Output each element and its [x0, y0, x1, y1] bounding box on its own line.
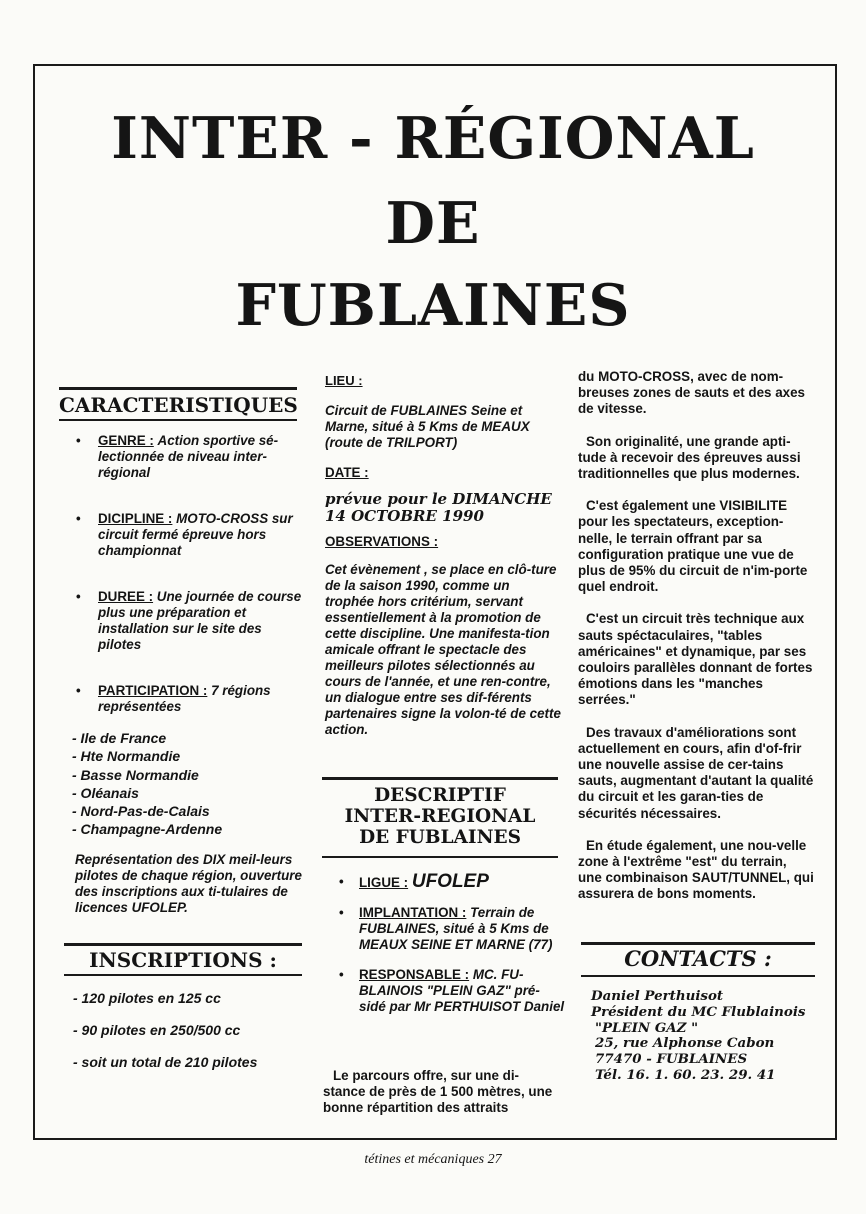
bullet-dot: •	[339, 967, 344, 982]
bullet-dot: •	[339, 874, 344, 889]
right-paragraph: En étude également, une nou-velle zone à l'extrême "est" du terrain, une combinaison SAUT/TUNNEL, qui assurera de bons moments.	[578, 837, 814, 902]
participation-item	[62, 683, 302, 715]
contacts-rule-top	[581, 942, 815, 945]
caracteristiques-rule-bottom	[59, 419, 297, 421]
duree-text: Une journée de course plus une préparation et installation sur le site des pilotes	[98, 589, 302, 652]
contact-address: 25, rue Alphonse Cabon	[595, 1035, 775, 1052]
parcours-text: Le parcours offre, sur une di-stance de près de 1 500 mètres, une bonne répartition des attraits	[323, 1068, 553, 1115]
region-item: - Oléanais	[72, 784, 139, 801]
page-footer: tétines et mécaniques 27	[364, 1152, 502, 1167]
region-item: - Hte Normandie	[72, 748, 181, 765]
right-paragraph: C'est également une VISIBILITE pour les spectateurs, exception-nelle, le terrain offrant par sa configuration pratique une vue de plus de 95% du circuit de n'im-porte quel endroit.	[578, 498, 808, 595]
participation-label: PARTICIPATION :	[98, 683, 208, 698]
inscriptions-rule-bottom	[64, 974, 302, 976]
discipline-text: MOTO-CROSS sur circuit fermé épreuve hors championnat	[98, 511, 293, 558]
inscription-item: - 90 pilotes en 250/500 cc	[73, 1022, 241, 1038]
title-line-3: FUBLAINES	[235, 272, 631, 339]
region-item: - Nord-Pas-de-Calais	[72, 803, 210, 820]
duree-label: DUREE :	[98, 589, 154, 604]
responsable-text: MC. FU-BLAINOIS "PLEIN GAZ" pré-sidé par Mr PERTHUISOT Daniel	[359, 967, 565, 1014]
right-paragraph: Son originalité, une grande apti-tude à recevoir des épreuves aussi traditionnelles que plus modernes.	[578, 433, 801, 482]
implantation-item	[325, 905, 565, 953]
descriptif-heading	[322, 785, 558, 848]
implantation-label: IMPLANTATION :	[359, 905, 467, 920]
ligue-value: UFOLEP	[411, 871, 489, 892]
caracteristiques-heading: CARACTERISTIQUES	[59, 393, 298, 417]
bullet-dot: •	[76, 433, 81, 448]
inscriptions-heading: INSCRIPTIONS :	[89, 948, 277, 972]
duree-item	[62, 589, 302, 653]
caracteristiques-rule-top	[59, 387, 297, 390]
caracteristiques-list	[62, 433, 302, 715]
contact-club: "PLEIN GAZ "	[595, 1019, 699, 1036]
descriptif-rule-bottom	[322, 856, 558, 858]
descriptif-rule-top	[322, 777, 558, 780]
region-list	[72, 729, 292, 839]
contacts-block	[591, 989, 819, 1084]
contact-phone: Tél. 16. 1. 60. 23. 29. 41	[595, 1066, 776, 1083]
discipline-item	[62, 511, 302, 559]
descriptif-heading-line: DE FUBLAINES	[359, 827, 521, 848]
bullet-dot: •	[76, 683, 81, 698]
bullet-dot: •	[76, 511, 81, 526]
discipline-label: DICIPLINE :	[98, 511, 173, 526]
contact-city: 77470 - FUBLAINES	[595, 1051, 748, 1068]
right-paragraph: du MOTO-CROSS, avec de nom-breuses zones de sauts et des axes de vitesse.	[578, 369, 806, 417]
descriptif-heading-line: DESCRIPTIF	[374, 785, 506, 806]
genre-item	[62, 433, 302, 481]
responsable-label: RESPONSABLE :	[359, 967, 470, 982]
descriptif-heading-line: INTER-REGIONAL	[344, 806, 536, 827]
region-item: - Ile de France	[72, 730, 167, 746]
contacts-rule-bottom	[581, 975, 815, 977]
genre-label: GENRE :	[98, 433, 154, 448]
bullet-dot: •	[76, 589, 81, 604]
observations-text: Cet évènement , se place en clô-ture de la saison 1990, comme un trophée hors critérium, servant essentiellement à la promotion de cette discipline. Une manifesta-tion amicale offrant le spectacle des meilleurs pilotes sélectionnés au cours de l'année, et une ren-contre, un dialogue entre ses dif-férents partenaires signe la volon-té de cette action.	[325, 562, 561, 737]
contact-name: Daniel Perthuisot	[591, 988, 724, 1004]
ligue-label: LIGUE :	[359, 875, 409, 890]
lieu-label: LIEU :	[325, 373, 363, 388]
participation-text: 7 régions représentées	[98, 683, 271, 714]
contacts-heading: CONTACTS :	[624, 946, 772, 971]
title-line-2: DE	[385, 190, 481, 257]
inscription-item: - 120 pilotes en 125 cc	[73, 990, 221, 1006]
date-label: DATE :	[325, 465, 369, 480]
inscriptions-list	[73, 990, 307, 1070]
observations-label: OBSERVATIONS :	[325, 534, 439, 549]
responsable-item	[325, 967, 565, 1015]
bullet-dot: •	[339, 905, 344, 920]
title-line-1: INTER - RÉGIONAL	[111, 105, 755, 172]
region-item: - Basse Normandie	[72, 766, 199, 783]
genre-text: Action sportive sé-lectionnée de niveau inter-régional	[98, 433, 279, 480]
lieu-text: Circuit de FUBLAINES Seine et Marne, situé à 5 Kms de MEAUX (route de TRILPORT)	[325, 403, 530, 450]
right-paragraph: Des travaux d'améliorations sont actuellement en cours, afin d'of-frir une nouvelle assise de cer-tains sauts, augmentant d'autant la qualité du circuit et les garan-ties de sécurités nécessaires.	[578, 724, 814, 821]
region-item: - Champagne-Ardenne	[72, 821, 223, 838]
ligue-item	[325, 871, 565, 892]
middle-column	[325, 373, 561, 738]
implantation-text: Terrain de FUBLAINES, situé à 5 Kms de MEAUX SEINE ET MARNE (77)	[359, 905, 553, 952]
right-paragraph: C'est un circuit très technique aux sauts spéctaculaires, "tables américaines" et dynamique, par ses couloirs parallèles donnant de fortes émotions dans les "manches serrées."	[578, 611, 813, 708]
right-column	[578, 369, 814, 903]
inscriptions-rule-top	[64, 943, 302, 946]
date-text: prévue pour le DIMANCHE 14 OCTOBRE 1990	[325, 490, 552, 525]
inscription-item: - soit un total de 210 pilotes	[73, 1054, 258, 1070]
representation-text: Représentation des DIX meil-leurs pilotes de chaque région, ouverture des inscriptions aux ti-tulaires de licences UFOLEP.	[75, 852, 302, 915]
contact-title: Président du MC Flublainois	[591, 1003, 806, 1020]
descriptif-list	[325, 871, 565, 1015]
